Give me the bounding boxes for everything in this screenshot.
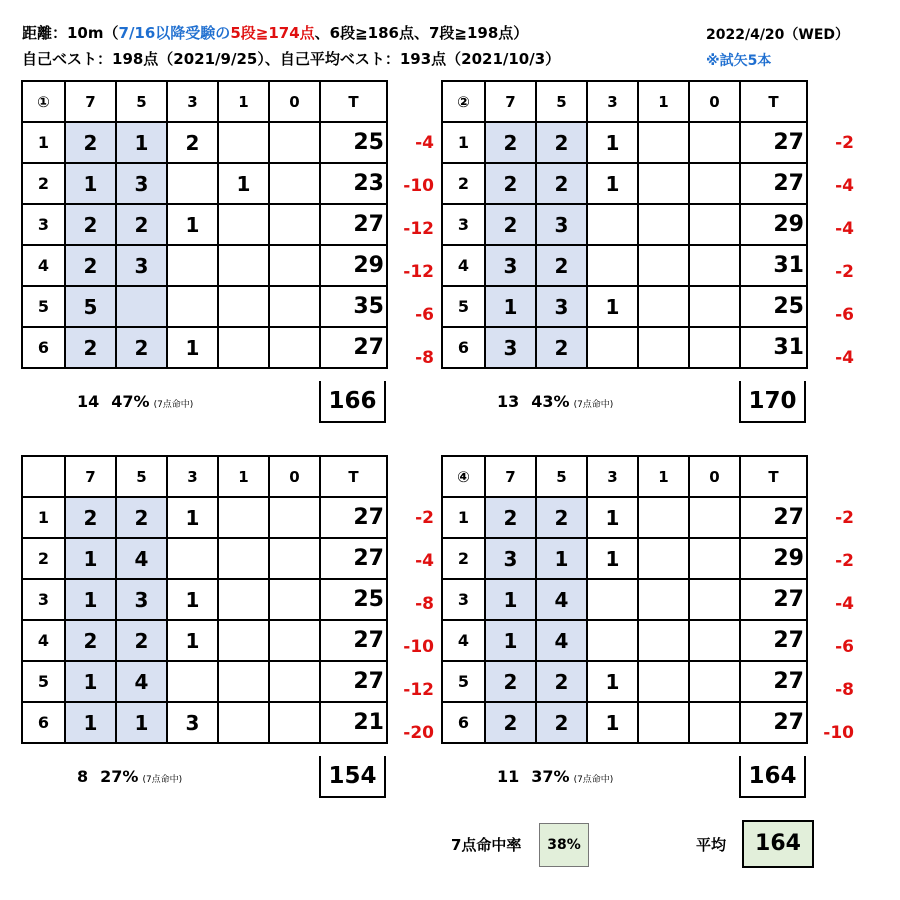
end-total: 27 [320,538,387,579]
end-total: 25 [320,122,387,163]
count-cell-5: 2 [116,327,167,368]
count-cell-5: 4 [116,538,167,579]
count-cell-1: 1 [218,163,269,204]
end-total: 27 [740,661,807,702]
cumulative-diff: -10 [823,723,854,743]
count-cell-1 [218,538,269,579]
end-row [22,620,387,661]
count-cell-5: 2 [536,122,587,163]
count-cell-0 [689,286,740,327]
personal-best-line: 自己ベスト：198点（2021/9/25）、自己平均ベスト：193点（2021/10/3） [22,50,561,68]
count-cell-1 [638,327,689,368]
end-number: 3 [22,579,65,620]
end-row [22,245,387,286]
count-cell-3: 1 [587,661,638,702]
cumulative-diff: -6 [835,305,854,325]
count-cell-5: 1 [116,702,167,743]
column-header: 7 [65,81,116,122]
count-cell-1 [638,661,689,702]
cumulative-diff-column [804,122,854,380]
cumulative-diff: -8 [415,594,434,614]
cumulative-diff: -4 [415,133,434,153]
count-cell-0 [689,579,740,620]
count-cell-7: 1 [65,538,116,579]
end-row [22,286,387,327]
count-cell-7: 3 [485,327,536,368]
end-row [22,204,387,245]
round-label: ② [442,81,485,122]
criteria-prefix: 距離：10m（ [22,24,119,42]
count-cell-1 [638,702,689,743]
count-cell-3 [167,661,218,702]
hit-count: 8 [77,767,89,786]
end-number: 4 [442,245,485,286]
count-cell-5: 3 [116,163,167,204]
cumulative-diff: -6 [835,637,854,657]
column-header: 3 [167,456,218,497]
count-cell-5: 2 [536,497,587,538]
cumulative-diff: -2 [835,508,854,528]
end-total: 27 [740,702,807,743]
count-cell-7: 2 [65,245,116,286]
count-cell-0 [689,327,740,368]
count-cell-7: 2 [65,327,116,368]
count-cell-7: 1 [65,579,116,620]
count-cell-1 [218,286,269,327]
round-total: 170 [739,381,806,423]
count-cell-7: 2 [485,497,536,538]
count-cell-1 [638,579,689,620]
cumulative-diff: -20 [403,723,434,743]
hit-rate-label: 7点命中率 [451,836,522,854]
count-cell-5: 4 [536,579,587,620]
count-cell-3: 1 [167,497,218,538]
hit-rate-value: 38% [539,823,589,867]
cumulative-diff: -2 [835,551,854,571]
count-cell-3 [587,204,638,245]
count-cell-3: 1 [587,538,638,579]
hit-summary [497,767,613,786]
count-cell-0 [269,122,320,163]
count-cell-1 [218,620,269,661]
cumulative-diff-column [384,122,434,380]
count-cell-5: 2 [116,497,167,538]
count-cell-3 [587,620,638,661]
count-cell-1 [638,538,689,579]
round-total: 154 [319,756,386,798]
cumulative-diff: -2 [835,262,854,282]
count-cell-1 [638,245,689,286]
end-row [442,620,807,661]
count-cell-0 [689,620,740,661]
end-row [442,579,807,620]
end-number: 2 [442,163,485,204]
end-total: 27 [740,497,807,538]
count-cell-0 [269,204,320,245]
distance-criteria-line [22,22,528,43]
count-cell-1 [638,286,689,327]
cumulative-diff: -4 [835,348,854,368]
count-cell-5: 1 [536,538,587,579]
column-header: 7 [485,456,536,497]
end-row [442,538,807,579]
count-cell-7: 1 [485,579,536,620]
count-cell-7: 2 [65,122,116,163]
count-cell-3: 1 [167,579,218,620]
count-cell-1 [218,204,269,245]
hit-count: 14 [77,392,100,411]
count-cell-3: 1 [587,497,638,538]
count-cell-7: 1 [65,702,116,743]
end-total: 23 [320,163,387,204]
cumulative-diff: -12 [403,680,434,700]
end-number: 5 [22,661,65,702]
end-total: 31 [740,327,807,368]
hit-count: 13 [497,392,520,411]
count-cell-3: 2 [167,122,218,163]
count-cell-1 [638,122,689,163]
count-cell-3: 1 [587,702,638,743]
end-row [442,327,807,368]
hit-summary [77,392,193,411]
end-row [442,286,807,327]
practice-arrows-note: ※試矢5本 [706,53,772,69]
end-number: 1 [442,497,485,538]
end-total: 27 [320,204,387,245]
round-label: ④ [442,456,485,497]
end-number: 4 [22,245,65,286]
column-header: 5 [116,81,167,122]
count-cell-0 [689,122,740,163]
end-total: 21 [320,702,387,743]
count-cell-7: 1 [485,286,536,327]
end-number: 2 [22,163,65,204]
round-total: 164 [739,756,806,798]
count-cell-5 [116,286,167,327]
cumulative-diff: -12 [403,262,434,282]
count-cell-5: 4 [536,620,587,661]
end-total: 27 [320,620,387,661]
end-number: 4 [442,620,485,661]
column-header: 5 [116,456,167,497]
hit-rate: 47% [111,392,150,411]
count-cell-1 [218,497,269,538]
cumulative-diff: -4 [835,176,854,196]
end-row [22,327,387,368]
count-cell-0 [269,661,320,702]
column-header: 0 [269,456,320,497]
count-cell-7: 2 [485,163,536,204]
cumulative-diff-column [804,497,854,755]
end-total: 25 [320,579,387,620]
cumulative-diff: -10 [403,176,434,196]
count-cell-3 [167,245,218,286]
count-cell-0 [689,245,740,286]
count-cell-7: 2 [485,661,536,702]
end-number: 2 [442,538,485,579]
count-cell-7: 3 [485,538,536,579]
end-total: 29 [320,245,387,286]
hit-summary [497,392,613,411]
end-number: 5 [442,286,485,327]
score-table-3 [21,455,388,744]
end-total: 27 [740,620,807,661]
count-cell-7: 2 [485,204,536,245]
count-cell-5: 2 [116,620,167,661]
count-cell-5: 2 [536,245,587,286]
count-cell-1 [218,661,269,702]
end-total: 31 [740,245,807,286]
end-number: 3 [442,579,485,620]
count-cell-0 [689,204,740,245]
count-cell-0 [269,163,320,204]
column-header: 7 [65,456,116,497]
end-row [442,661,807,702]
count-cell-7: 2 [65,497,116,538]
cumulative-diff: -4 [835,219,854,239]
average-label: 平均 [696,836,727,854]
column-header: 1 [638,456,689,497]
count-cell-5: 3 [116,245,167,286]
count-cell-5: 3 [536,286,587,327]
count-cell-1 [638,163,689,204]
end-total: 27 [320,661,387,702]
count-cell-3 [167,286,218,327]
column-header: 1 [218,456,269,497]
count-cell-1 [638,620,689,661]
column-header: T [320,456,387,497]
end-number: 6 [22,702,65,743]
cumulative-diff: -8 [415,348,434,368]
hit-rate-note: (7点命中) [573,775,614,785]
end-total: 29 [740,204,807,245]
cumulative-diff: -2 [415,508,434,528]
column-header: 3 [167,81,218,122]
count-cell-0 [689,497,740,538]
column-header: T [740,81,807,122]
end-number: 2 [22,538,65,579]
end-number: 6 [22,327,65,368]
count-cell-5: 3 [536,204,587,245]
round-label: ① [22,81,65,122]
cumulative-diff: -2 [835,133,854,153]
end-number: 5 [442,661,485,702]
count-cell-0 [269,538,320,579]
cumulative-diff: -8 [835,680,854,700]
count-cell-1 [218,579,269,620]
count-cell-7: 1 [65,661,116,702]
hit-rate: 27% [100,767,139,786]
count-cell-0 [269,620,320,661]
column-header: T [320,81,387,122]
hit-summary [77,767,182,786]
end-row [22,122,387,163]
end-number: 1 [442,122,485,163]
end-total: 27 [740,579,807,620]
count-cell-1 [638,497,689,538]
count-cell-0 [689,661,740,702]
count-cell-3 [167,163,218,204]
count-cell-0 [269,579,320,620]
column-header: 3 [587,456,638,497]
count-cell-5: 1 [116,122,167,163]
end-row [442,245,807,286]
criteria-blue-text: 7/16以降受験の [118,24,231,42]
count-cell-3: 1 [587,286,638,327]
end-row [442,204,807,245]
count-cell-3: 1 [167,327,218,368]
count-cell-1 [218,702,269,743]
cumulative-diff: -12 [403,219,434,239]
count-cell-3: 3 [167,702,218,743]
count-cell-5: 3 [116,579,167,620]
column-header: T [740,456,807,497]
count-cell-1 [218,327,269,368]
cumulative-diff-column [384,497,434,755]
count-cell-7: 2 [65,204,116,245]
count-cell-3: 1 [167,620,218,661]
column-header: 0 [689,456,740,497]
end-number: 3 [22,204,65,245]
end-total: 27 [320,327,387,368]
end-row [22,497,387,538]
column-header: 3 [587,81,638,122]
hit-rate: 37% [531,767,570,786]
count-cell-1 [218,245,269,286]
count-cell-7: 2 [65,620,116,661]
count-cell-0 [689,702,740,743]
count-cell-0 [269,327,320,368]
count-cell-0 [269,497,320,538]
count-cell-0 [689,163,740,204]
end-number: 6 [442,702,485,743]
count-cell-7: 1 [65,163,116,204]
end-row [22,538,387,579]
hit-rate-note: (7点命中) [153,400,194,410]
criteria-rest-text: 、6段≧186点、7段≧198点） [314,24,529,42]
end-number: 4 [22,620,65,661]
count-cell-7: 3 [485,245,536,286]
count-cell-3 [587,579,638,620]
end-row [442,122,807,163]
count-cell-5: 2 [536,163,587,204]
count-cell-0 [269,702,320,743]
column-header: 5 [536,456,587,497]
count-cell-3: 1 [587,163,638,204]
count-cell-5: 4 [116,661,167,702]
score-table-1 [21,80,388,369]
end-row [442,497,807,538]
round-total: 166 [319,381,386,423]
end-number: 1 [22,497,65,538]
count-cell-5: 2 [536,327,587,368]
count-cell-5: 2 [536,702,587,743]
end-row [442,702,807,743]
count-cell-3 [587,245,638,286]
hit-rate-note: (7点命中) [573,400,614,410]
end-total: 29 [740,538,807,579]
end-total: 27 [320,497,387,538]
average-value: 164 [742,820,814,868]
count-cell-7: 2 [485,122,536,163]
cumulative-diff: -4 [835,594,854,614]
count-cell-0 [689,538,740,579]
end-total: 27 [740,163,807,204]
column-header: 7 [485,81,536,122]
count-cell-5: 2 [116,204,167,245]
score-table-2 [441,80,808,369]
count-cell-3 [587,327,638,368]
column-header: 0 [269,81,320,122]
end-number: 5 [22,286,65,327]
end-total: 35 [320,286,387,327]
count-cell-3: 1 [587,122,638,163]
hit-count: 11 [497,767,520,786]
count-cell-1 [638,204,689,245]
end-number: 1 [22,122,65,163]
count-cell-7: 5 [65,286,116,327]
end-row [22,163,387,204]
end-number: 6 [442,327,485,368]
column-header: 0 [689,81,740,122]
count-cell-3: 1 [167,204,218,245]
count-cell-3 [167,538,218,579]
end-row [442,163,807,204]
cumulative-diff: -4 [415,551,434,571]
cumulative-diff: -6 [415,305,434,325]
end-total: 27 [740,122,807,163]
end-number: 3 [442,204,485,245]
cumulative-diff: -10 [403,637,434,657]
score-table-4 [441,455,808,744]
hit-rate-note: (7点命中) [142,775,183,785]
column-header: 5 [536,81,587,122]
count-cell-0 [269,245,320,286]
count-cell-7: 1 [485,620,536,661]
session-date: 2022/4/20（WED） [706,27,850,43]
end-row [22,579,387,620]
count-cell-7: 2 [485,702,536,743]
round-label [22,456,65,497]
hit-rate: 43% [531,392,570,411]
end-row [22,661,387,702]
count-cell-5: 2 [536,661,587,702]
end-total: 25 [740,286,807,327]
count-cell-1 [218,122,269,163]
criteria-red-text: 5段≧174点 [230,24,315,42]
column-header: 1 [218,81,269,122]
end-row [22,702,387,743]
column-header: 1 [638,81,689,122]
count-cell-0 [269,286,320,327]
